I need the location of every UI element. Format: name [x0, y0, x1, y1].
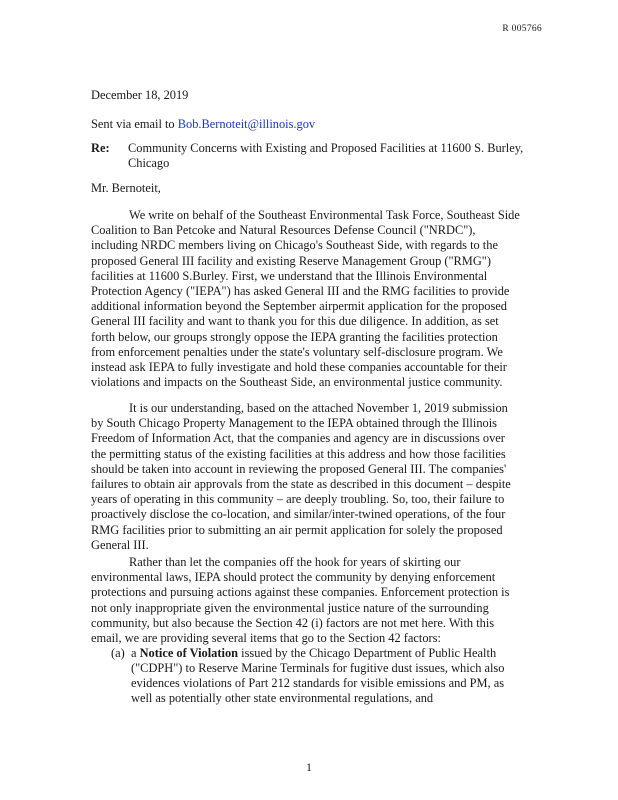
body-paragraph [91, 401, 523, 553]
sent-prefix: Sent via email to [91, 117, 175, 131]
list-marker: (a) [111, 646, 125, 660]
paragraph-text: We write on behalf of the Southeast Environmental Task Force, Southeast Side Coalition to Ban Petcoke and Natural Resources Defense Council ("NRDC"), including NRDC members living on Chicago's Southeast Side, with regards to the proposed General III facility and existing Reserve Management Group ("RMG") facilities at 11600 S.Burley. First, we understand that the Illinois Environmental Protection Agency ("IEPA") has asked General III and the RMG facilities to provide additional information beyond the September airpermit application for the proposed General III facility and want to thank you for this due diligence. In addition, as set forth below, our groups strongly oppose the IEPA granting the facilities protection from enforcement penalties under the state's voluntary self-disclosure program. We instead ask IEPA to fully investigate and hold these companies accountable for their violations and impacts on the Southeast Side, an environmental justice community. [91, 208, 520, 390]
letter-date: December 18, 2019 [91, 88, 189, 102]
list-item-body [131, 646, 521, 706]
re-subject: Community Concerns with Existing and Proposed Facilities at 11600 S. Burley, Chicago [128, 141, 524, 170]
paragraph-text: It is our understanding, based on the attached November 1, 2019 submission by South Chicago Property Management to the IEPA obtained through the Illinois Freedom of Information Act, that the companies and agency are in discussions over the permitting status of the existing facilities at this address and how those facilities should be taken into account in reviewing the proposed General III. The companies' failures to obtain air approvals from the state as described in this document – despite years of operating in this community – are deeply troubling. So, too, their failure to proactively disclose the co-location, and similar/inter-twined operations, of the four RMG facilities prior to submitting an air permit application for solely the proposed General III. [91, 401, 511, 552]
list-item-bold-title: Notice of Violation [139, 646, 239, 660]
list-item-prefix: a [131, 646, 137, 660]
body-paragraph [91, 208, 523, 390]
page-number: 1 [306, 760, 312, 774]
re-label: Re: [91, 141, 110, 155]
recipient-email-link[interactable]: Bob.Bernoteit@illinois.gov [177, 117, 316, 131]
bates-number: R 005766 [502, 24, 542, 34]
paragraph-text: Rather than let the companies off the hook for years of skirting our environmental laws, IEPA should protect the community by denying enforcement protections and pursuing actions against these companies. Enforcement protection is not only inappropriate given the environmental justice nature of the surrounding community, but also because the Section 42 (i) factors are not met here. With this email, we are providing several items that go to the Section 42 factors: [91, 555, 510, 646]
salutation: Mr. Bernoteit, [91, 181, 161, 195]
list-item-text: issued by the Chicago Department of Public Health ("CDPH") to Reserve Marine Terminals for fugitive dust issues, which also evidences violations of Part 212 standards for visible emissions and PM, as well as potentially other state environmental regulations, and [131, 646, 505, 705]
body-paragraph [91, 555, 523, 646]
sent-line [91, 117, 315, 132]
